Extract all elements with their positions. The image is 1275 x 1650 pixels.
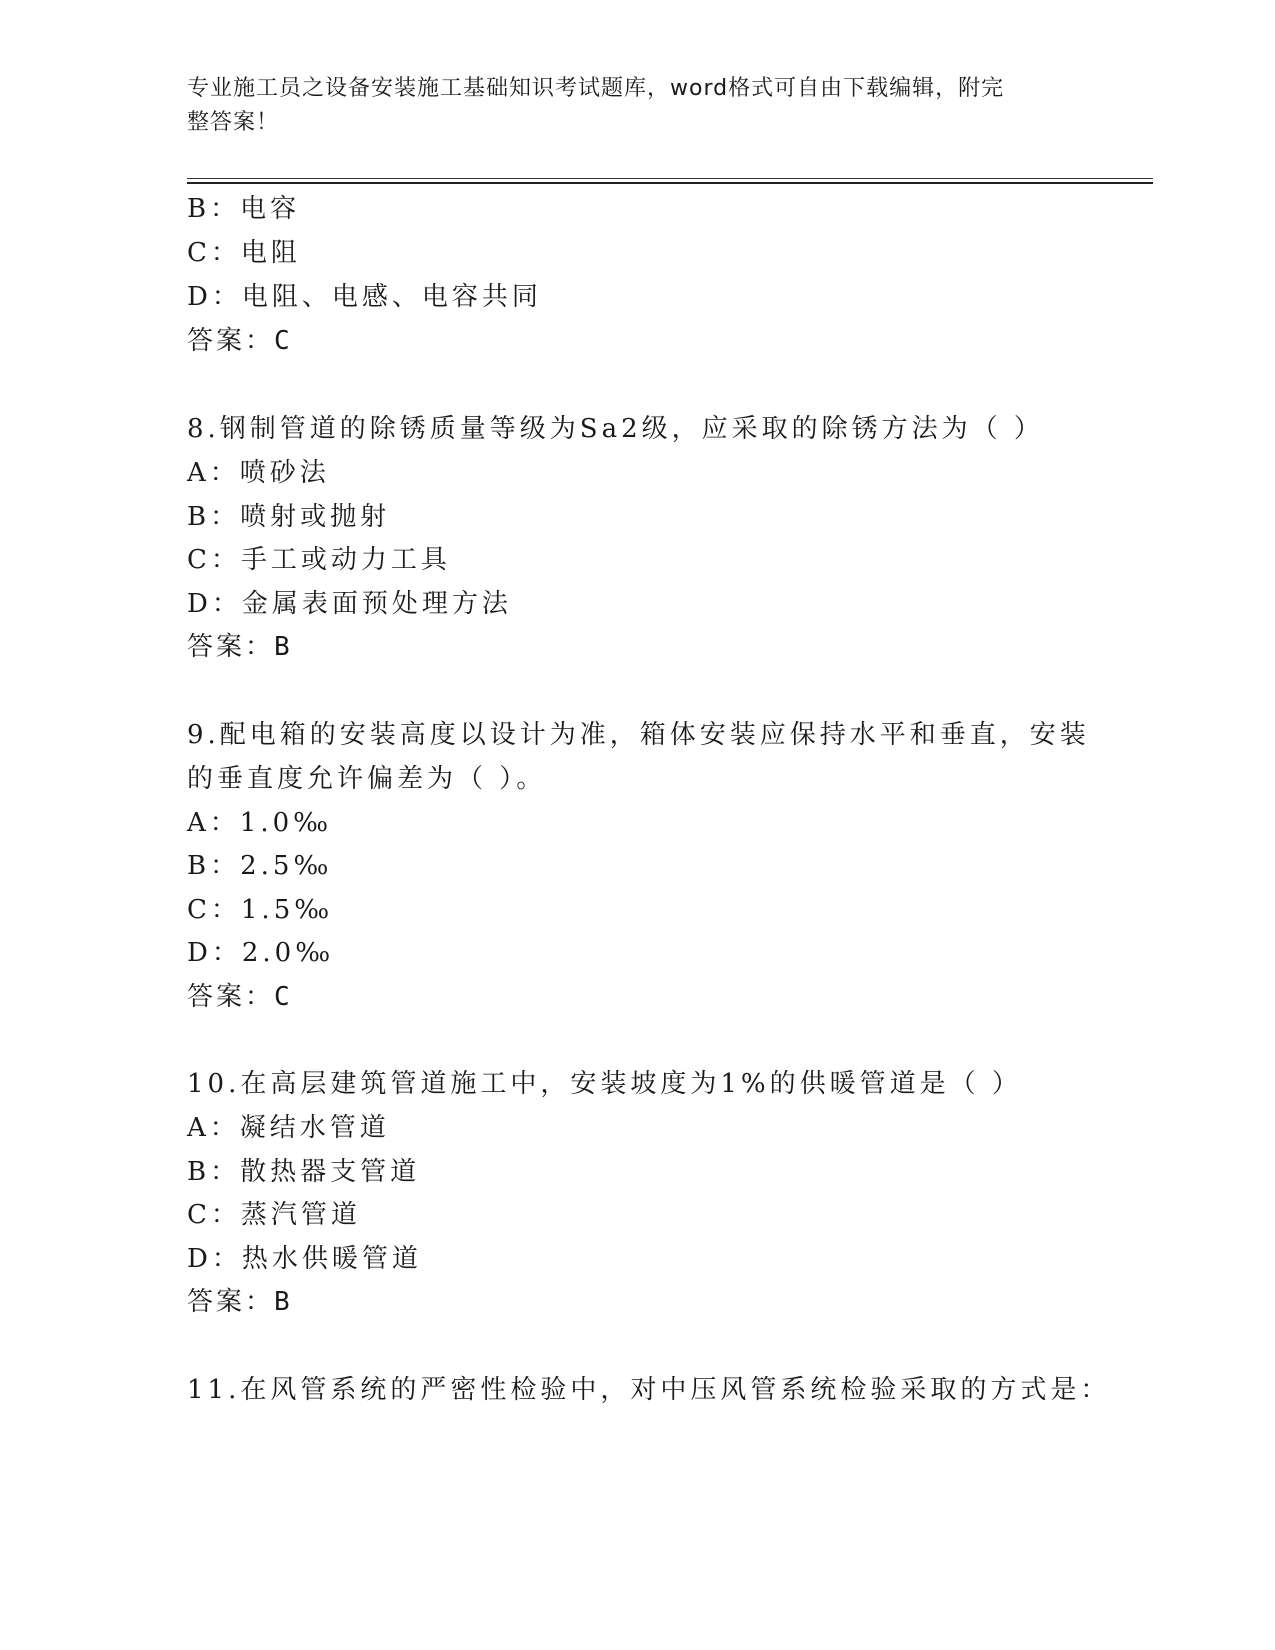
- question-11-text: 11.在风管系统的严密性检验中，对中压风管系统检验采取的方式是：: [187, 1375, 1111, 1405]
- question-10-answer: [187, 1285, 290, 1319]
- header-divider-thick: [187, 182, 1153, 184]
- answer-label: 答案：: [187, 982, 275, 1012]
- question-10-option-d: D：热水供暖管道: [187, 1244, 422, 1274]
- header-divider-thin: [187, 178, 1153, 179]
- question-10-option-c: C：蒸汽管道: [187, 1200, 361, 1230]
- question-9-answer: [187, 980, 290, 1014]
- question-8-text: 8.钢制管道的除锈质量等级为Sa2级，应采取的除锈方法为（ ）: [187, 414, 1044, 444]
- question-8-option-d: D：金属表面预处理方法: [187, 589, 512, 619]
- answer-label: 答案：: [187, 1287, 275, 1317]
- question-9-text-line-2: 的垂直度允许偏差为（ ）。: [187, 764, 547, 794]
- question-9-option-a: A：1.0‰: [187, 808, 333, 838]
- prev-answer: [187, 324, 290, 358]
- question-10-option-a: A：凝结水管道: [187, 1113, 390, 1143]
- prev-option-d: D：电阻、电感、电容共同: [187, 282, 542, 312]
- header-title-line-2: 整答案！: [187, 110, 280, 135]
- question-8-answer: [187, 630, 290, 664]
- question-9-text-line-1: 9.配电箱的安装高度以设计为准，箱体安装应保持水平和垂直，安装: [187, 720, 1090, 750]
- prev-option-c: C：电阻: [187, 238, 301, 268]
- question-8-option-b: B：喷射或抛射: [187, 502, 391, 532]
- header-title-line-1: 专业施工员之设备安装施工基础知识考试题库，word格式可自由下载编辑，附完: [187, 76, 1005, 101]
- question-8-option-c: C：手工或动力工具: [187, 545, 451, 575]
- answer-label: 答案：: [187, 326, 275, 356]
- answer-label: 答案：: [187, 632, 275, 662]
- answer-value: C: [274, 326, 290, 356]
- document-header: [187, 72, 1067, 140]
- answer-value: B: [274, 1287, 290, 1317]
- question-8-option-a: A：喷砂法: [187, 458, 330, 488]
- answer-value: B: [274, 632, 290, 662]
- question-10-option-b: B：散热器支管道: [187, 1157, 421, 1187]
- question-9-option-d: D：2.0‰: [187, 938, 335, 968]
- question-9-option-c: C：1.5‰: [187, 895, 334, 925]
- answer-value: C: [274, 982, 290, 1012]
- question-9-option-b: B：2.5‰: [187, 851, 333, 881]
- question-10-text: 10.在高层建筑管道施工中，安装坡度为1%的供暖管道是（ ）: [187, 1069, 1022, 1099]
- prev-option-b: B：电容: [187, 194, 301, 224]
